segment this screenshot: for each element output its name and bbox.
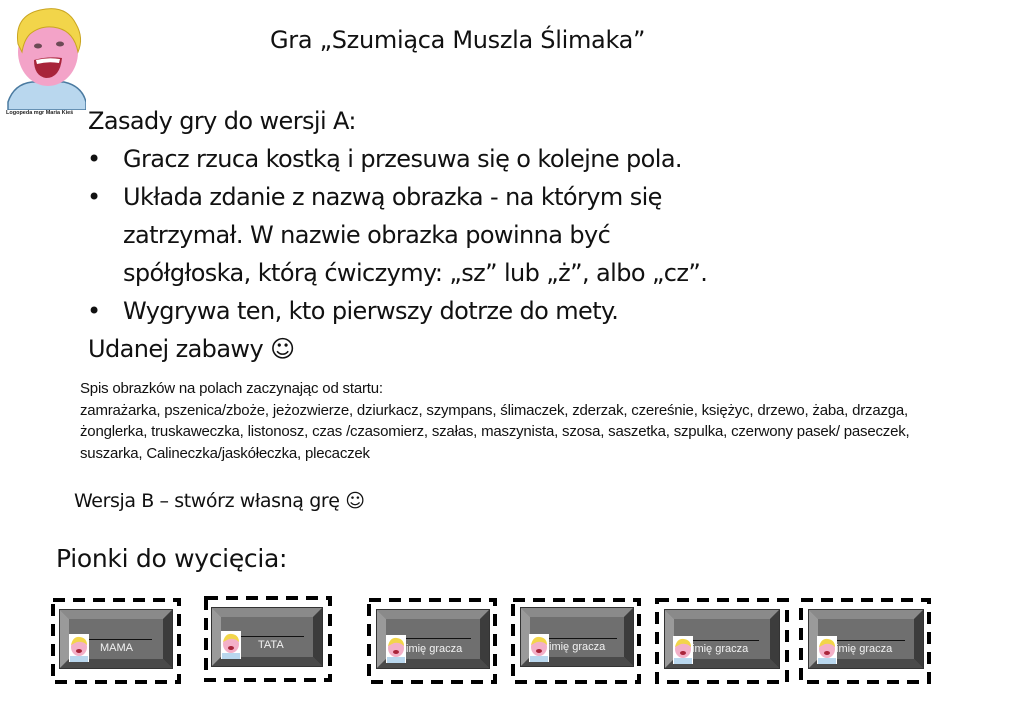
pawn-plate [376,609,490,669]
rules-closing: Udanej zabawy ☺ [88,335,295,363]
pawn-plate [520,607,634,667]
pawns-title: Pionki do wycięcia: [56,544,288,573]
child-face-icon [69,634,89,662]
pawn-card-player [510,597,642,685]
child-face-icon [221,631,241,659]
pawn-label: imię gracza [549,641,606,653]
rules-section [88,102,808,368]
rules-list [88,140,808,330]
child-face-icon [817,636,837,664]
pawn-card-player [366,597,498,685]
child-face-icon [673,636,693,664]
pawn-card-mama [50,597,182,685]
rule-item: • Układa zdanie z nazwą obrazka - na którym się zatrzymał. W nazwie obrazka powinna być spółgłoska, którą ćwiczymy: „sz” lub „ż”, albo „cz”. [88,178,733,292]
pawn-card-tata [203,595,333,683]
pawn-label: MAMA [100,642,133,654]
picture-list-heading: Spis obrazków na polach zaczynając od startu: [80,380,383,397]
pawn-plate [808,609,924,669]
pawn-label: imię gracza [836,643,893,655]
picture-list-text: zamrażarka, pszenica/zboże, jeżozwierze, dziurkacz, szympans, ślimaczek, zderzak, czereśnie, księżyc, drzewo, żaba, drzazga, żonglerka, truskaweczka, listonosz, czas /czasomierz, szałas, maszynista, szosa, saszetka, szpulka, czerwony pasek/ paseczek, suszarka, Calineczka/jaskółeczka, plecaczek [80,401,910,462]
pawn-label: imię gracza [406,643,463,655]
pawn-plate [664,609,780,669]
rules-heading: Zasady gry do wersji A: [88,107,356,135]
laughing-child-icon [4,2,86,110]
pawn-label: TATA [258,639,284,651]
logo-child-image [4,2,86,122]
rule-item: • Gracz rzuca kostką i przesuwa się o kolejne pola. [88,140,808,178]
logo-caption: Logopeda mgr Maria Kieś [6,110,74,116]
pawn-plate [59,609,173,669]
child-face-icon [386,635,406,663]
page-title: Gra „Szumiąca Muszla Ślimaka” [270,26,646,54]
picture-list [80,378,960,464]
version-b-text: Wersja B – stwórz własną grę ☺ [74,490,365,512]
pawn-card-player [654,597,790,685]
pawn-label: imię gracza [692,643,749,655]
pawn-card-player [798,597,932,685]
pawn-plate [211,607,323,667]
rule-item: • Wygrywa ten, kto pierwszy dotrze do mety. [88,292,808,330]
child-face-icon [529,634,549,662]
